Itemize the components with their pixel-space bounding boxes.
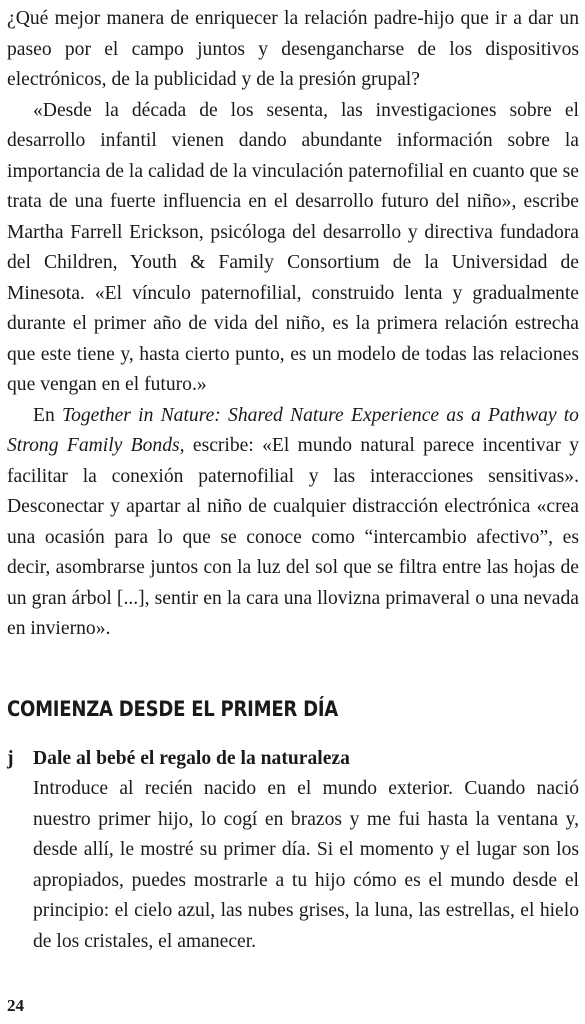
book-title: Together in Nature: Shared Nature Experience as a Pathway to Strong Family Bonds, bbox=[7, 404, 579, 456]
section-heading: COMIENZA DESDE EL PRIMER DÍA bbox=[7, 696, 339, 721]
paragraph-lead: En bbox=[33, 404, 62, 426]
paragraph-text: escribe: «El mundo natural parece incentivar y facilitar la conexión paternofilial y las interacciones sensitivas». Desconectar y apartar al niño de cualquier distracción electrónica «crea una ocasión para lo que se conoce como “intercambio afectivo”, es decir, asombrarse juntos con la luz del sol que se filtra entre las hojas de un gran árbol [...], sentir en la cara una llovizna primaveral o una nevada en invierno». bbox=[7, 435, 579, 639]
paragraph-erickson-quote: «Desde la década de los sesenta, las investigaciones sobre el desarrollo infantil vienen dando abundante información sobre la importancia de la calidad de la vinculación paternofilial en cuanto que se trata de una fuerte influencia en el desarrollo futuro del niño», escribe Martha Farrell Erickson, psicóloga del desarrollo y directiva fundadora del Children, Youth & Family Consortium de la Universidad de Minesota. «El vínculo paternofilial, construido lenta y gradualmente durante el primer año de vida del niño, es la primera relación estrecha que este tiene y, hasta cierto punto, es un modelo de todas las relaciones que vengan en el futuro.» bbox=[7, 99, 579, 395]
tip-bullet-icon: j bbox=[7, 747, 14, 769]
tip-text: Introduce al recién nacido en el mundo exterior. Cuando nació nuestro primer hijo, lo cogí en brazos y me fui hasta la ventana y, desde allí, le mostré su primer día. Si el momento y el lugar son los apropiados, puedes mostrarle a tu hijo cómo es el mundo desde el principio: el cielo azul, las nubes grises, la luna, las estrellas, el hielo de los cristales, el amanecer. bbox=[33, 778, 579, 952]
book-page bbox=[7, 0, 579, 957]
tip-item bbox=[7, 744, 579, 958]
paragraph-intro: ¿Qué mejor manera de enriquecer la relación padre-hijo que ir a dar un paseo por el campo juntos y desengancharse de los dispositivos electrónicos, de la publicidad y de la presión grupal? bbox=[7, 8, 579, 90]
page-number: 24 bbox=[7, 996, 24, 1015]
tip-title: Dale al bebé el regalo de la naturaleza bbox=[33, 747, 350, 769]
paragraph-together-in-nature bbox=[7, 401, 579, 645]
tip-body bbox=[33, 744, 579, 958]
